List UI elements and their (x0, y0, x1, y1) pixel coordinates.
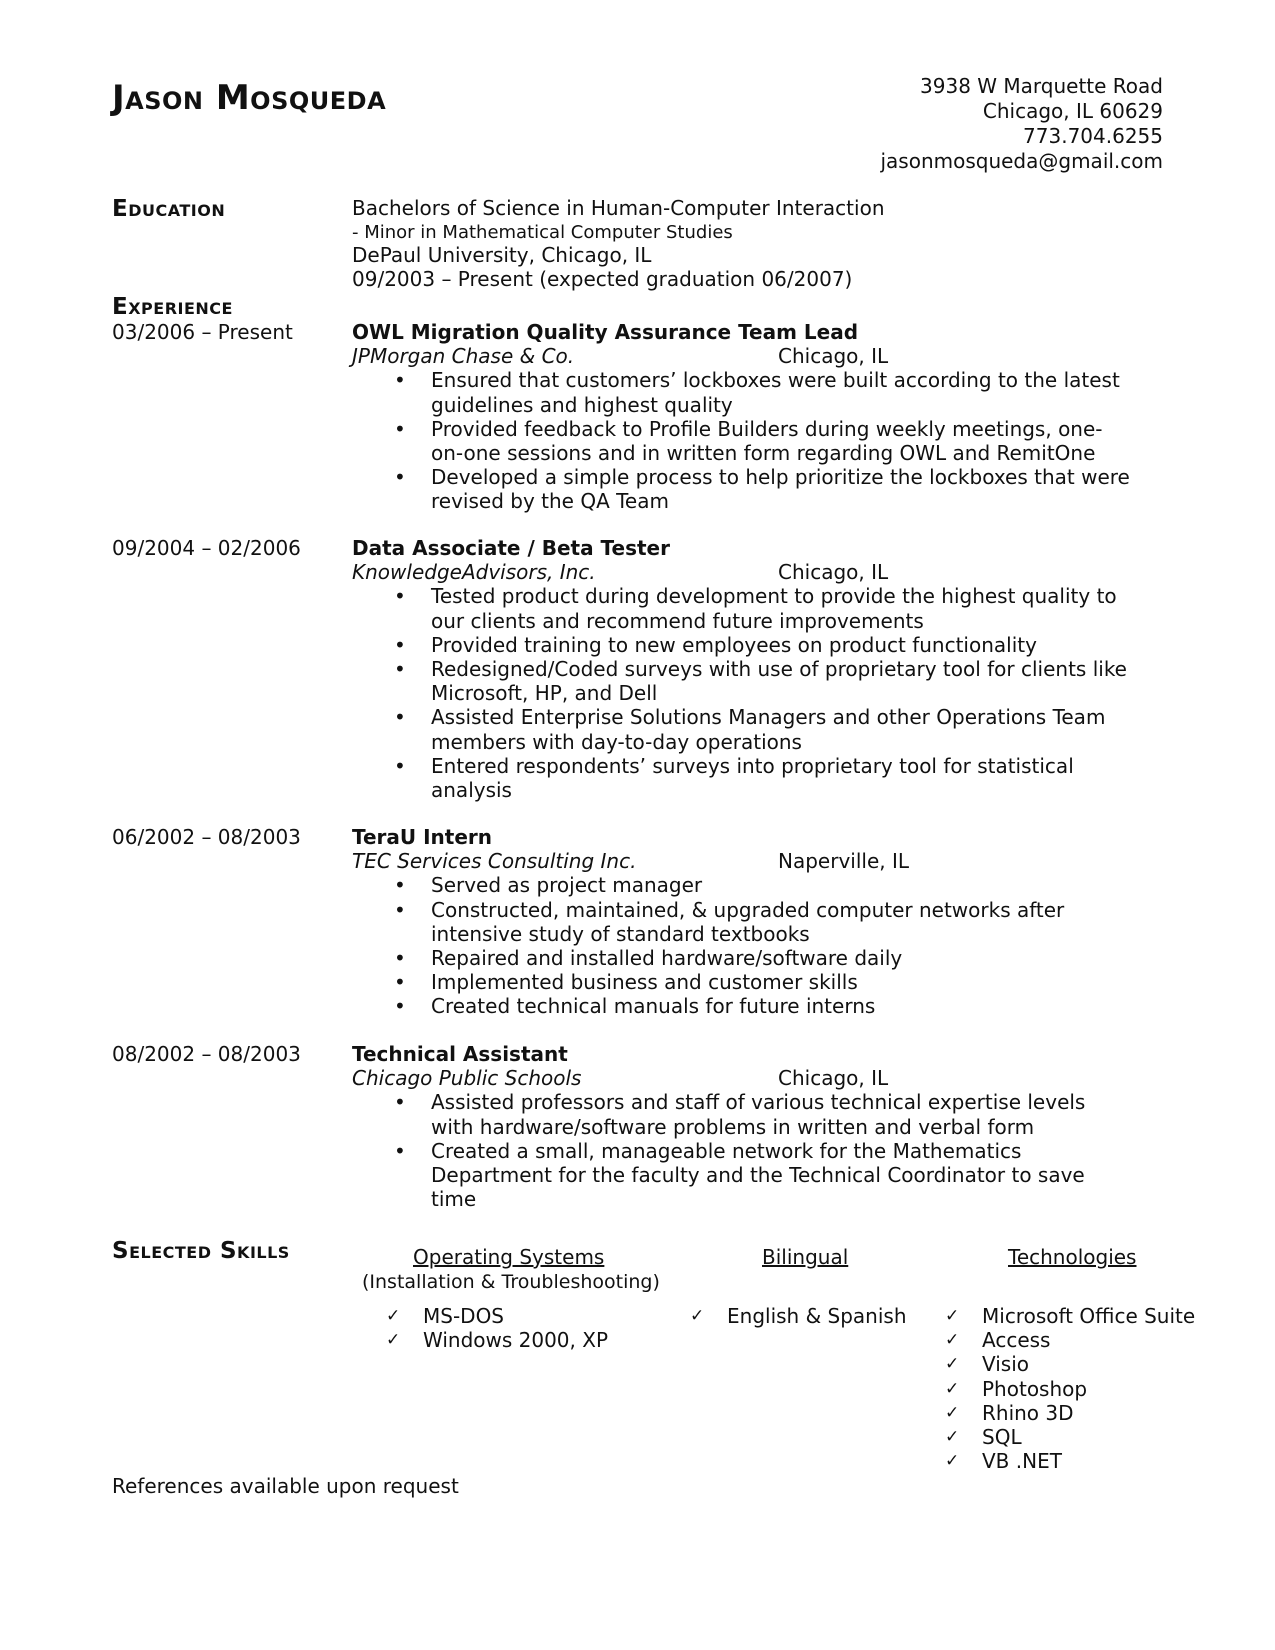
job-bullet-text: with hardware/software problems in written and verbal form (431, 1114, 1035, 1139)
job-location: Naperville, IL (778, 849, 910, 874)
skill-item: Photoshop (982, 1376, 1088, 1401)
job-bullet-text: Ensured that customers’ lockboxes were built according to the latest (431, 368, 1120, 393)
job-title: Data Associate / Beta Tester (352, 536, 670, 560)
skills-column-subtitle: (Installation & Troubleshooting) (362, 1271, 660, 1293)
check-icon: ✓ (945, 1427, 960, 1447)
bullet-icon: • (394, 1090, 406, 1115)
job-bullet-text: Provided feedback to Profile Builders during weekly meetings, one- (431, 416, 1103, 441)
check-icon: ✓ (386, 1330, 401, 1351)
skill-item: MS-DOS (423, 1304, 505, 1328)
bullet-icon: • (394, 465, 406, 490)
address-line2: Chicago, IL 60629 (982, 99, 1163, 123)
skill-item: Rhino 3D (982, 1400, 1074, 1425)
job-bullet-text: Department for the faculty and the Technical Coordinator to save (431, 1163, 1085, 1187)
job-bullet-text: members with day-to-day operations (431, 729, 802, 754)
education-dates: 09/2003 – Present (expected graduation 06/2007) (352, 267, 853, 291)
check-icon: ✓ (945, 1451, 960, 1472)
job-bullet-text: our clients and recommend future improvements (431, 608, 924, 633)
job-bullet-text: Constructed, maintained, & upgraded computer networks after (431, 897, 1065, 922)
job-bullet-text: on-one sessions and in written form regarding OWL and RemitOne (431, 441, 1096, 465)
job-company: TEC Services Consulting Inc. (352, 849, 637, 874)
bullet-icon: • (394, 657, 406, 681)
check-icon: ✓ (945, 1306, 960, 1326)
job-bullet-text: revised by the QA Team (431, 489, 669, 514)
job-bullet-text: Redesigned/Coded surveys with use of proprietary tool for clients like (431, 657, 1127, 681)
job-company: JPMorgan Chase & Co. (352, 344, 575, 369)
bullet-icon: • (394, 584, 406, 609)
job-bullet-text: Provided training to new employees on product functionality (431, 632, 1037, 657)
bullet-icon: • (394, 705, 406, 730)
skill-item: VB .NET (982, 1449, 1062, 1474)
check-icon: ✓ (945, 1354, 960, 1375)
skills-heading: Selected Skills (112, 1238, 290, 1264)
job-location: Chicago, IL (778, 1066, 889, 1091)
job-title: TeraU Intern (352, 825, 493, 849)
job-bullet-text: Implemented business and customer skills (431, 970, 858, 995)
skill-item: Visio (982, 1352, 1030, 1377)
job-bullet-text: Repaired and installed hardware/software daily (431, 946, 903, 970)
job-dates: 03/2006 – Present (112, 320, 293, 344)
bullet-icon: • (394, 897, 406, 922)
education-heading: Education (112, 196, 226, 222)
skill-item: Access (982, 1328, 1051, 1353)
job-title: Technical Assistant (352, 1042, 568, 1066)
contact-block (880, 74, 1163, 174)
skills-column-title: Bilingual (762, 1245, 849, 1269)
bullet-icon: • (394, 994, 406, 1019)
education-school: DePaul University, Chicago, IL (352, 243, 652, 267)
job-bullet-text: time (431, 1187, 477, 1212)
job-bullet-text: Developed a simple process to help prioritize the lockboxes that were (431, 465, 1130, 490)
job-bullet-text: analysis (431, 778, 512, 802)
job-location: Chicago, IL (778, 344, 889, 369)
phone: 773.704.6255 (1023, 124, 1163, 148)
bullet-icon: • (394, 970, 406, 995)
job-bullet-text: guidelines and highest quality (431, 392, 733, 417)
address-line1: 3938 W Marquette Road (920, 74, 1163, 98)
job-company: KnowledgeAdvisors, Inc. (352, 560, 596, 585)
skill-item: English & Spanish (727, 1304, 907, 1328)
candidate-name: Jason Mosqueda (112, 78, 387, 118)
skill-item: SQL (982, 1425, 1022, 1449)
education-degree: Bachelors of Science in Human-Computer Interaction (352, 196, 885, 220)
job-location: Chicago, IL (778, 560, 889, 585)
skill-item: Microsoft Office Suite (982, 1304, 1196, 1328)
job-dates: 06/2002 – 08/2003 (112, 825, 301, 849)
job-bullet-text: Entered respondents’ surveys into proprietary tool for statistical (431, 753, 1074, 778)
job-bullet-text: Created a small, manageable network for the Mathematics (431, 1138, 1022, 1163)
job-bullet-text: Assisted Enterprise Solutions Managers and other Operations Team (431, 705, 1106, 730)
job-dates: 08/2002 – 08/2003 (112, 1042, 301, 1066)
job-dates: 09/2004 – 02/2006 (112, 536, 301, 560)
education-minor: - Minor in Mathematical Computer Studies (352, 222, 733, 243)
skills-column-title: Operating Systems (413, 1245, 605, 1269)
bullet-icon: • (394, 416, 406, 441)
bullet-icon: • (394, 1138, 406, 1163)
bullet-icon: • (394, 753, 406, 778)
check-icon: ✓ (690, 1306, 705, 1326)
job-bullet-text: Created technical manuals for future interns (431, 994, 876, 1019)
bullet-icon: • (394, 368, 406, 393)
bullet-icon: • (394, 946, 406, 970)
job-bullet-text: Served as project manager (431, 873, 703, 898)
job-title: OWL Migration Quality Assurance Team Lead (352, 320, 859, 344)
check-icon: ✓ (945, 1378, 960, 1399)
email: jasonmosqueda@gmail.com (880, 149, 1163, 173)
check-icon: ✓ (945, 1330, 960, 1351)
bullet-icon: • (394, 632, 406, 657)
check-icon: ✓ (945, 1402, 960, 1423)
experience-heading: Experience (112, 294, 233, 320)
bullet-icon: • (394, 873, 406, 898)
check-icon: ✓ (386, 1306, 401, 1326)
skills-column-title: Technologies (1008, 1245, 1137, 1269)
job-bullet-text: Microsoft, HP, and Dell (431, 681, 658, 706)
skill-item: Windows 2000, XP (423, 1328, 609, 1353)
job-bullet-text: Tested product during development to provide the highest quality to (431, 584, 1117, 609)
references-note: References available upon request (112, 1474, 459, 1498)
job-bullet-text: Assisted professors and staff of various technical expertise levels (431, 1090, 1086, 1115)
job-company: Chicago Public Schools (352, 1066, 582, 1091)
job-bullet-text: intensive study of standard textbooks (431, 921, 810, 946)
